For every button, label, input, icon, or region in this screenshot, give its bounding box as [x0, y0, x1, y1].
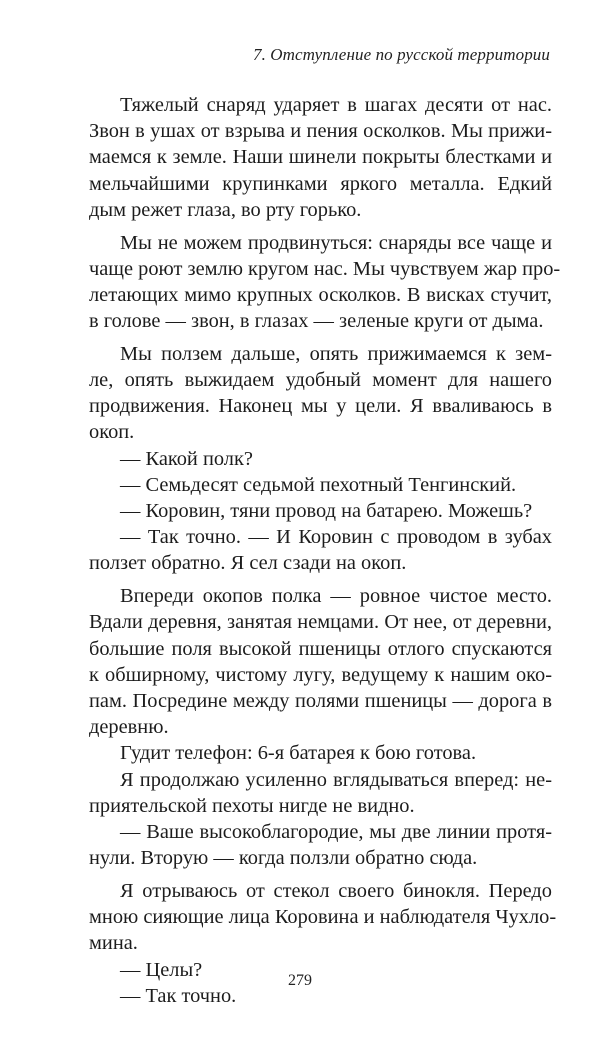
text-line: Тяжелый снаряд ударяет в шагах десяти от нас.: [120, 94, 552, 116]
paragraph: [58, 498, 552, 524]
text-line: ле, опять выжидаем удобный момент для нашего: [89, 369, 552, 392]
text-line: летающих мимо крупных осколков. В висках стучит,: [89, 283, 552, 306]
paragraph: [58, 230, 561, 335]
text-line: маемся к земле. Наши шинели покрыты блестками и: [89, 146, 552, 169]
text-line: в голове — звон, в глазах — зеленые круги от дыма.: [89, 310, 544, 333]
paragraph: [58, 446, 552, 472]
text-line: Гудит телефон: 6-я батарея к бою готова.: [120, 742, 477, 765]
text-line: — Ваше высокоблагородие, мы две линии протя-: [120, 820, 552, 843]
text-line: Вдали деревня, занятая немцами. От нее, от деревни,: [89, 611, 552, 634]
text-line: Мы ползем дальше, опять прижимаемся к зем-: [120, 342, 552, 365]
text-line: пам. Посредине между полями пшеницы — дорога в: [89, 689, 552, 712]
text-line: продвижения. Наконец мы у цели. Я вваливаюсь в: [89, 395, 552, 418]
text-line: — Целы?: [120, 958, 203, 981]
paragraph: [58, 472, 552, 498]
paragraph: [58, 740, 552, 766]
text-line: — Так точно.: [120, 984, 237, 1007]
paragraph: [58, 878, 557, 957]
text-line: к обширному, чистому лугу, ведущему к нашим око-: [89, 663, 552, 686]
paragraph: [58, 767, 552, 819]
text-line: Я продолжаю усиленно вглядываться вперед: не-: [120, 768, 552, 791]
text-line: — Какой полк?: [120, 447, 253, 470]
text-line: чаще роют землю кругом нас. Мы чувствуем жар про-: [89, 257, 561, 280]
paragraph: [58, 524, 552, 576]
text-line: Впереди окопов полка — ровное чистое место.: [120, 585, 552, 608]
text-line: — Так точно. — И Коровин с проводом в зубах: [120, 526, 552, 549]
text-line: окоп.: [89, 421, 135, 444]
paragraph: [58, 583, 552, 740]
text-line: дым режет глаза, во рту горько.: [89, 198, 362, 221]
running-header: 7. Отступление по русской территории: [252, 45, 550, 64]
paragraph: [58, 819, 552, 871]
paragraph: [58, 92, 552, 223]
text-line: — Семьдесят седьмой пехотный Тенгинский.: [120, 473, 517, 496]
text-line: Я отрываюсь от стекол своего бинокля. Передо: [120, 879, 552, 902]
text-line: — Коровин, тяни провод на батарею. Можешь?: [120, 500, 533, 523]
text-line: нули. Вторую — когда ползли обратно сюда.: [89, 847, 478, 870]
paragraph: [58, 341, 552, 446]
body-text: [58, 92, 561, 1009]
text-line: мельчайшими крупинками яркого металла. Едкий: [89, 172, 552, 195]
text-line: Мы не можем продвинуться: снаряды все чаще и: [120, 231, 552, 254]
text-line: мною сияющие лица Коровина и наблюдателя Чухло-: [89, 906, 557, 929]
text-line: большие поля высокой пшеницы отлого спускаются: [89, 637, 552, 660]
text-line: деревню.: [89, 716, 169, 739]
text-line: мина.: [89, 932, 138, 955]
page-number: 279: [288, 972, 312, 989]
text-line: ползет обратно. Я сел сзади на окоп.: [89, 552, 407, 575]
text-line: приятельской пехоты нигде не видно.: [89, 794, 415, 817]
text-line: Звон в ушах от взрыва и пения осколков. Мы прижи-: [89, 120, 552, 143]
